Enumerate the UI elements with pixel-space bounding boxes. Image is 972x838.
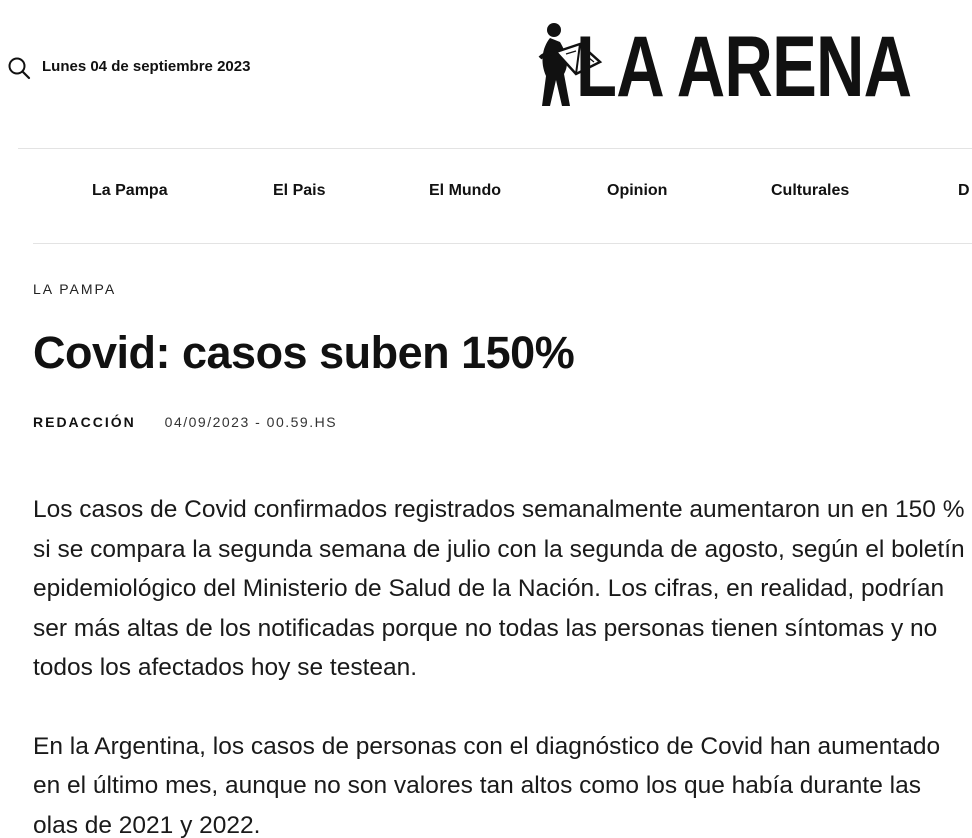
- top-header: [0, 0, 972, 148]
- article-paragraph: En la Argentina, los casos de personas con el diagnóstico de Covid han aumentado en el último mes, aunque no son valores tan altos como los que había durante las olas de 2021 y 2022.: [33, 732, 941, 838]
- article-body: [33, 490, 968, 838]
- site-logo[interactable]: [536, 18, 912, 115]
- nav-item-truncated[interactable]: D: [958, 182, 970, 199]
- current-date: Lunes 04 de septiembre 2023: [42, 58, 251, 75]
- article-author[interactable]: REDACCIÓN: [33, 414, 136, 430]
- nav-item-opinion[interactable]: Opinion: [607, 182, 668, 199]
- article-title: Covid: casos suben 150%: [33, 327, 575, 378]
- article-category[interactable]: LA PAMPA: [33, 281, 117, 297]
- logo-wordmark: LA ARENA: [576, 19, 912, 115]
- nav-item-culturales[interactable]: Culturales: [771, 182, 850, 199]
- search-icon[interactable]: [7, 56, 31, 80]
- main-nav: [0, 149, 972, 243]
- nav-item-la-pampa[interactable]: La Pampa: [92, 182, 168, 199]
- article-paragraph: Los casos de Covid confirmados registrados semanalmente aumentaron un en 150 % si se compara la segunda semana de julio con la segunda de agosto, según el boletín epidemiológico del Ministerio de Salud de la Nación. Los cifras, en realidad, podrían ser más altas de los notificadas porque no todas las personas tienen síntomas y no todos los afectados hoy se testean.: [33, 496, 965, 681]
- nav-divider: [33, 243, 972, 244]
- article-timestamp: 04/09/2023 - 00.59.HS: [164, 414, 338, 430]
- nav-item-el-pais[interactable]: El Pais: [273, 182, 326, 199]
- article-byline: [33, 414, 337, 430]
- nav-item-el-mundo[interactable]: El Mundo: [429, 182, 501, 199]
